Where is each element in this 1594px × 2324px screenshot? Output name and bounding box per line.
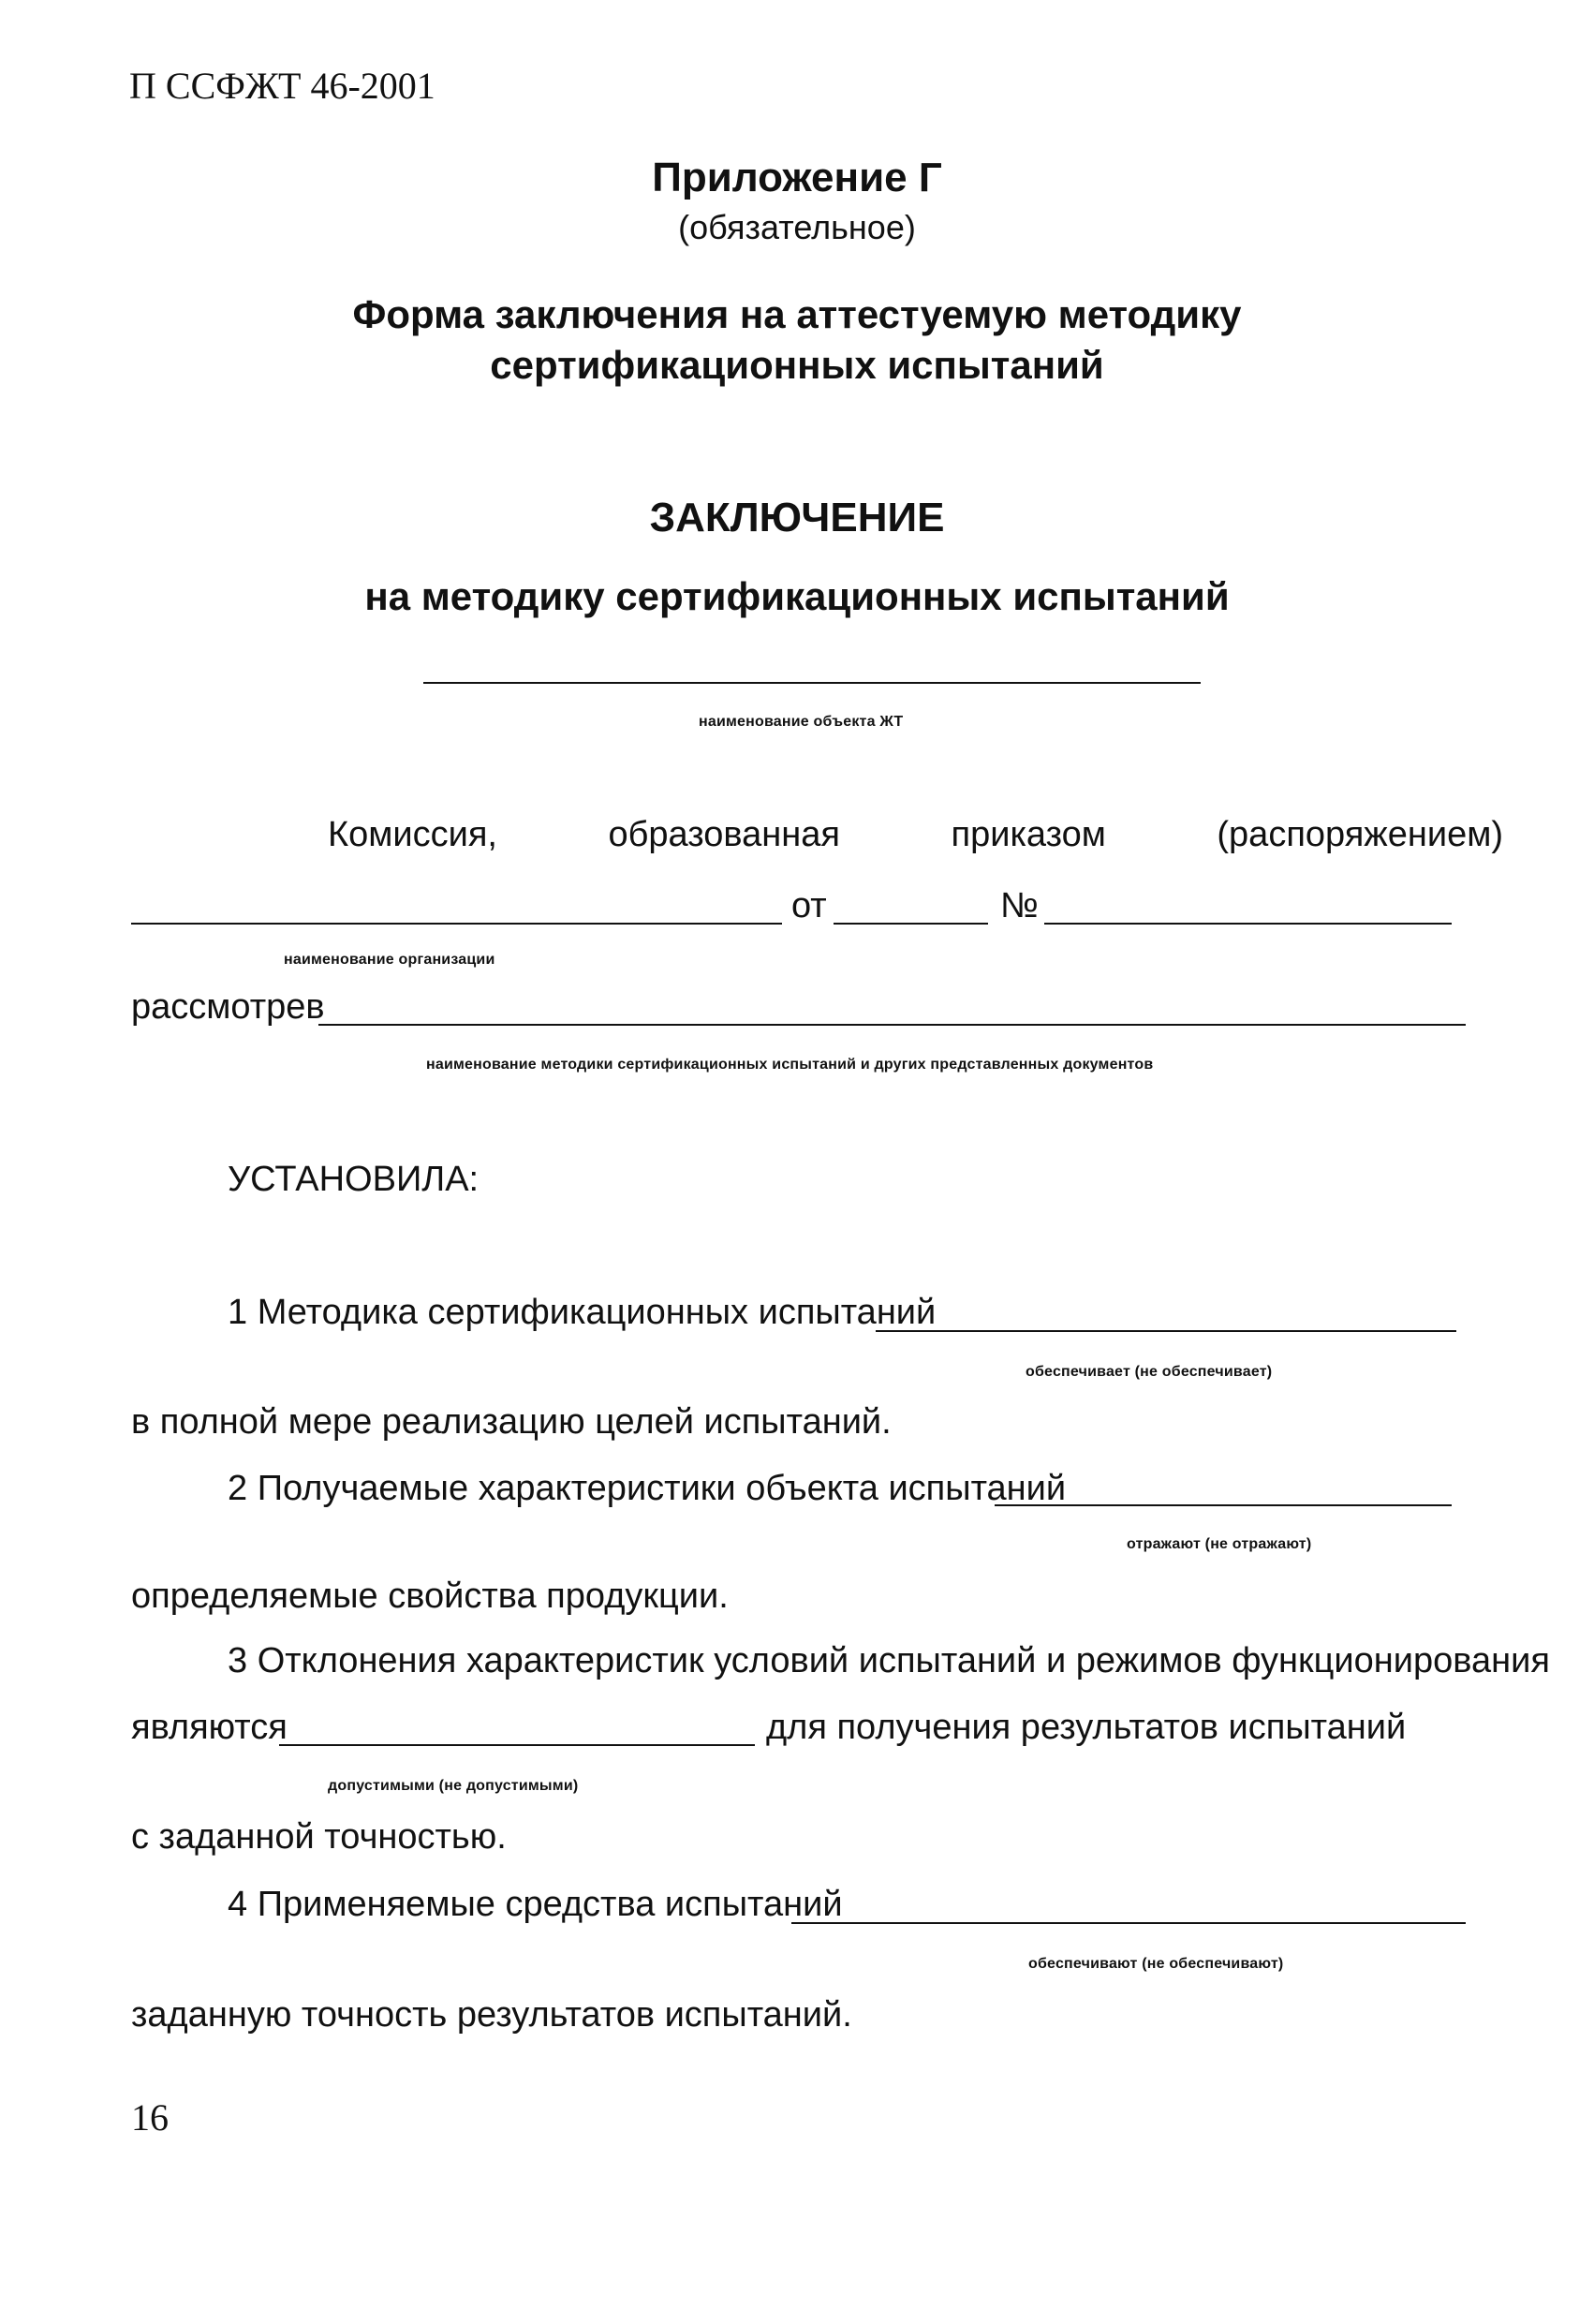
number-sign: № <box>1000 886 1039 925</box>
conclusion-subtitle: на методику сертификационных испытаний <box>364 574 1230 618</box>
item2-continuation: определяемые свойства продукции. <box>131 1576 729 1616</box>
reviewed-label: рассмотрев <box>131 987 325 1027</box>
caption-admissible: допустимыми (не допустимыми) <box>328 1778 579 1794</box>
order-word: приказом <box>951 815 1106 854</box>
caption-method-docs: наименование методики сертификационных испытаний и других представленных документов <box>426 1057 1154 1073</box>
caption-object-name: наименование объекта ЖТ <box>699 714 904 730</box>
item1-continuation: в полной мере реализацию целей испытаний. <box>131 1402 892 1442</box>
caption-organization: наименование организации <box>284 952 495 968</box>
form-title-line2: сертификационных испытаний <box>490 343 1104 387</box>
conclusion-title: ЗАКЛЮЧЕНИЕ <box>649 495 945 540</box>
formed-word: образованная <box>608 815 840 854</box>
commission-line <box>328 815 1503 855</box>
caption-ensures: обеспечивает (не обеспечивает) <box>1026 1364 1273 1380</box>
caption-ensure-plural: обеспечивают (не обеспечивают) <box>1028 1956 1284 1972</box>
established-heading: УСТАНОВИЛА: <box>228 1160 480 1199</box>
form-title-line1: Форма заключения на аттестуемую методику <box>352 292 1242 336</box>
item3-are-label: являются <box>131 1708 288 1747</box>
item3-continuation: с заданной точностью. <box>131 1817 507 1857</box>
from-label: от <box>791 886 827 925</box>
item4-text: 4 Применяемые средства испытаний <box>228 1885 843 1924</box>
item3-middle-text: для получения результатов испытаний <box>766 1708 1407 1747</box>
directive-word: (распоряжением) <box>1217 815 1503 854</box>
commission-word: Комиссия, <box>328 815 497 854</box>
item1-blank[interactable] <box>876 1330 1456 1332</box>
caption-reflect: отражают (не отражают) <box>1127 1536 1312 1552</box>
object-name-blank[interactable] <box>423 682 1201 684</box>
item1-text: 1 Методика сертификационных испытаний <box>228 1293 937 1332</box>
order-number-blank[interactable] <box>1044 923 1452 925</box>
item4-continuation: заданную точность результатов испытаний. <box>131 1995 852 2035</box>
appendix-status: (обязательное) <box>678 208 916 246</box>
item4-blank[interactable] <box>791 1922 1466 1924</box>
reviewed-documents-blank[interactable] <box>318 1024 1466 1026</box>
item3-blank[interactable] <box>279 1744 755 1746</box>
organization-blank[interactable] <box>131 923 782 925</box>
appendix-title: Приложение Г <box>652 155 942 200</box>
date-blank[interactable] <box>834 923 988 925</box>
page-number: 16 <box>131 2096 169 2139</box>
item3-text: 3 Отклонения характеристик условий испытаний и режимов функционирования <box>228 1641 1550 1680</box>
document-code: П ССФЖТ 46-2001 <box>129 65 435 107</box>
item2-blank[interactable] <box>995 1504 1452 1506</box>
item2-text: 2 Получаемые характеристики объекта испытаний <box>228 1469 1067 1508</box>
